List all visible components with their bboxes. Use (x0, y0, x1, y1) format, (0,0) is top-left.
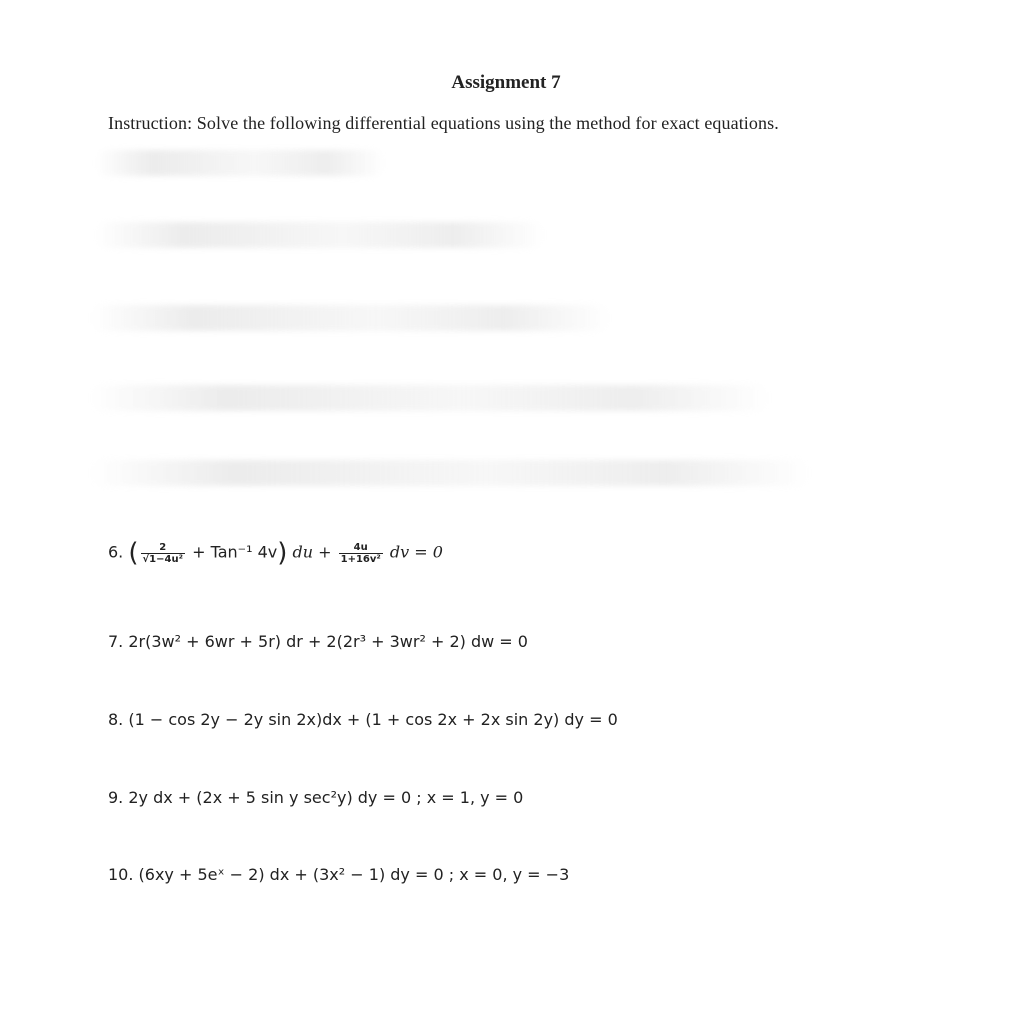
fraction-2-denominator: 1+16v² (340, 553, 381, 565)
problem-10: 10. (6xy + 5eˣ − 2) dx + (3x² − 1) dy = 0 ; x = 0, y = −3 (108, 865, 570, 884)
problem-6-number: 6. (108, 542, 124, 562)
problem-6-du: du + (292, 542, 332, 562)
fraction-1-denominator: √1−4u² (142, 553, 183, 565)
erased-line-3 (90, 305, 610, 331)
problem-8: 8. (1 − cos 2y − 2y sin 2x)dx + (1 + cos 2x + 2x sin 2y) dy = 0 (108, 710, 618, 729)
fraction-1 (141, 542, 185, 565)
page-title: Assignment 7 (451, 72, 561, 93)
erased-line-2 (95, 222, 545, 248)
fraction-2-numerator: 4u (353, 541, 368, 553)
erased-line-4 (90, 385, 770, 411)
instruction-text: Instruction: Solve the following differential equations using the method for exact equations. (108, 113, 779, 133)
problem-6-middle: + Tan⁻¹ 4v (192, 542, 278, 562)
problem-9: 9. 2y dx + (2x + 5 sin y sec²y) dy = 0 ; x = 1, y = 0 (108, 788, 524, 807)
erased-line-5 (90, 460, 810, 486)
problem-6-tail: dv = 0 (389, 542, 443, 562)
close-paren: ) (277, 538, 288, 568)
fraction-2 (339, 542, 383, 565)
open-paren: ( (128, 538, 139, 568)
fraction-1-numerator: 2 (159, 541, 167, 553)
problem-6 (108, 540, 443, 566)
problem-7: 7. 2r(3w² + 6wr + 5r) dr + 2(2r³ + 3wr² + 2) dw = 0 (108, 632, 528, 651)
erased-line-1 (95, 150, 385, 176)
